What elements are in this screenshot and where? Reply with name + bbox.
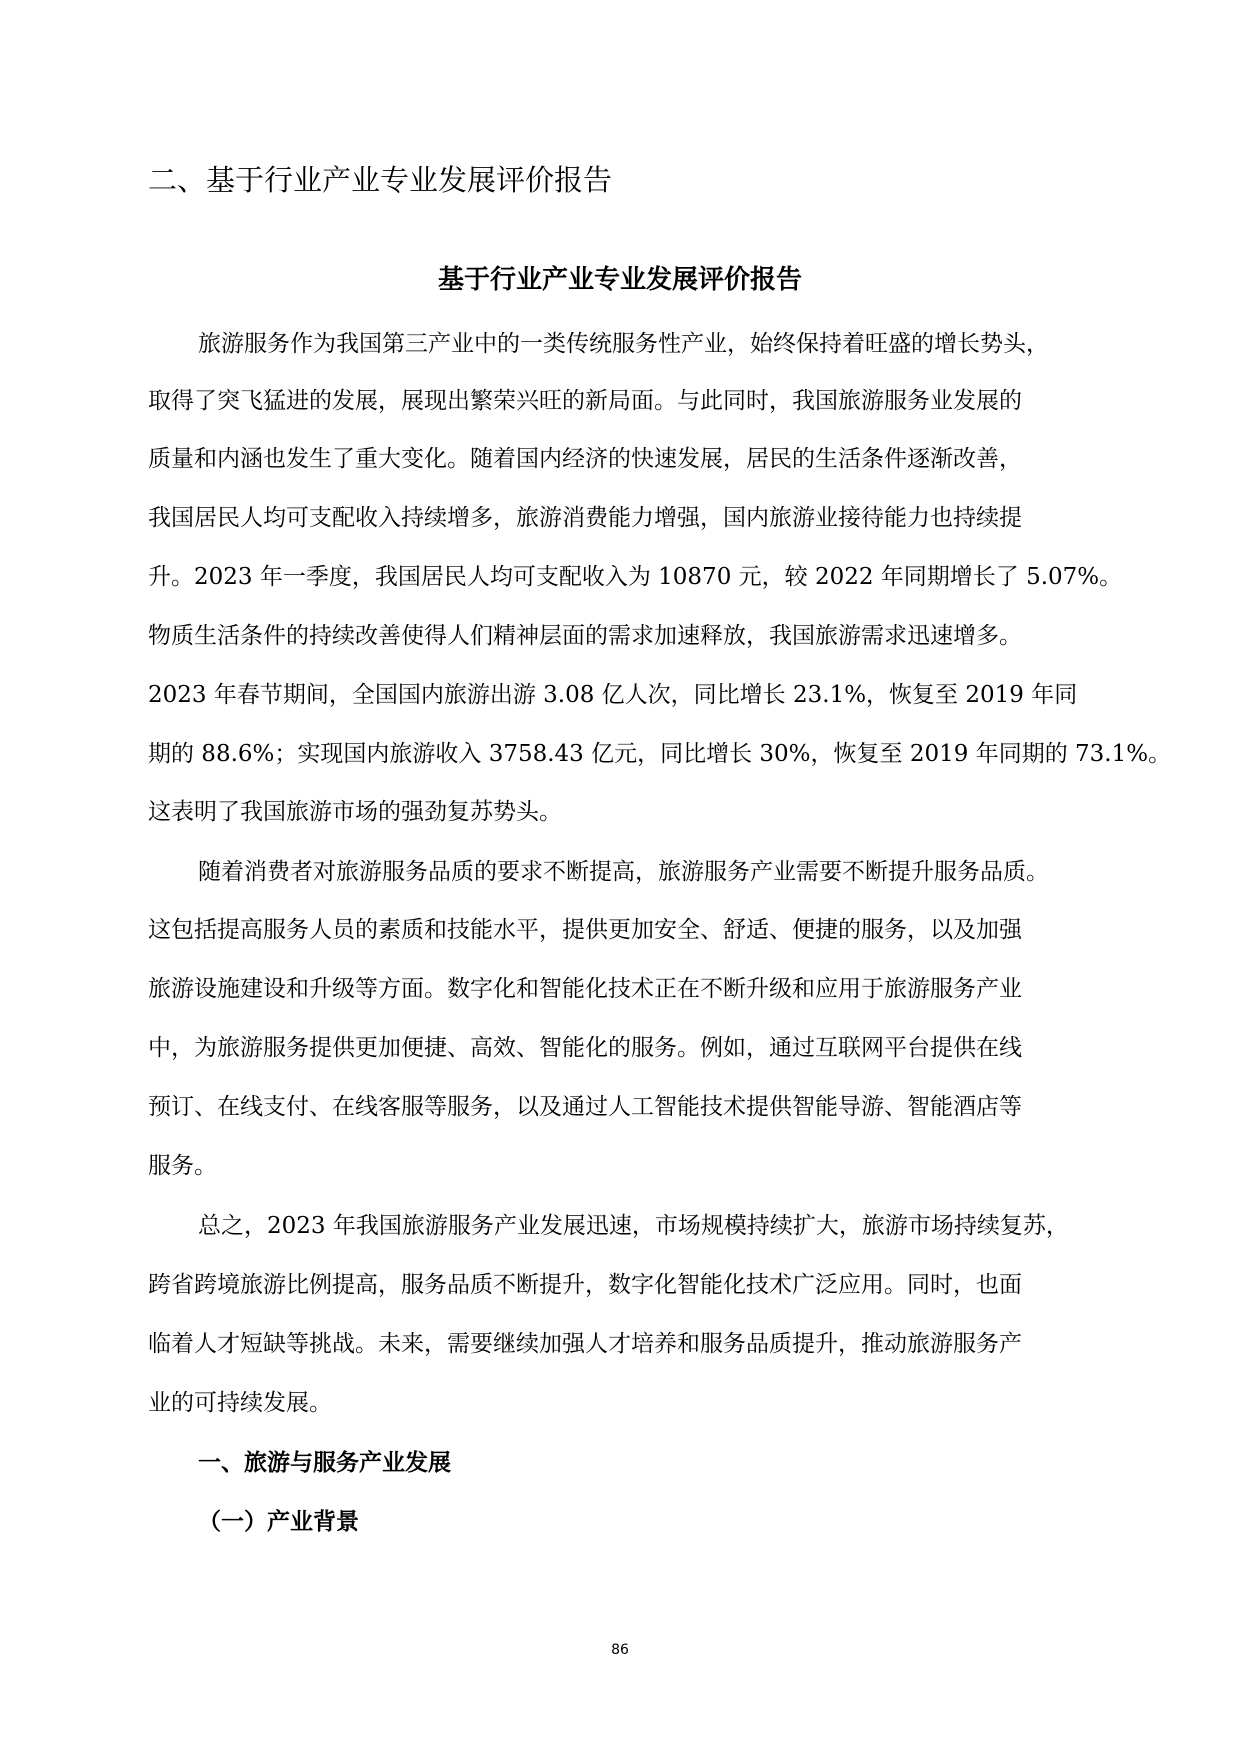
subheading-level-2: （一）产业背景 (198, 1509, 359, 1535)
page-number: 86 (611, 1642, 629, 1658)
paragraph-line: 这包括提高服务人员的素质和技能水平，提供更加安全、舒适、便捷的服务，以及加强 (148, 917, 1022, 943)
paragraph-line: 2023 年春节期间，全国国内旅游出游 3.08 亿人次，同比增长 23.1%，恢复至 2019 年同 (148, 682, 1078, 708)
subheading-level-1: 一、旅游与服务产业发展 (198, 1450, 451, 1476)
paragraph-line: 中，为旅游服务提供更加便捷、高效、智能化的服务。例如，通过互联网平台提供在线 (148, 1035, 1022, 1061)
paragraph-line: 服务。 (148, 1153, 217, 1179)
section-heading: 二、基于行业产业专业发展评价报告 (148, 163, 613, 197)
paragraph-line: 取得了突飞猛进的发展，展现出繁荣兴旺的新局面。与此同时，我国旅游服务业发展的 (148, 388, 1022, 414)
paragraph-line: 旅游服务作为我国第三产业中的一类传统服务性产业，始终保持着旺盛的增长势头， (198, 331, 1049, 357)
paragraph-line: 这表明了我国旅游市场的强劲复苏势头。 (148, 799, 562, 825)
paragraph-line: 我国居民人均可支配收入持续增多，旅游消费能力增强，国内旅游业接待能力也持续提 (148, 505, 1022, 531)
paragraph-line: 升。2023 年一季度，我国居民人均可支配收入为 10870 元，较 2022 年同期增长了 5.07%。 (148, 564, 1123, 590)
paragraph-line: 总之，2023 年我国旅游服务产业发展迅速，市场规模持续扩大，旅游市场持续复苏， (198, 1213, 1069, 1239)
paragraph-line: 随着消费者对旅游服务品质的要求不断提高，旅游服务产业需要不断提升服务品质。 (198, 859, 1049, 885)
paragraph-line: 物质生活条件的持续改善使得人们精神层面的需求加速释放，我国旅游需求迅速增多。 (148, 623, 1022, 649)
paragraph-line: 旅游设施建设和升级等方面。数字化和智能化技术正在不断升级和应用于旅游服务产业 (148, 976, 1022, 1002)
paragraph-line: 临着人才短缺等挑战。未来，需要继续加强人才培养和服务品质提升，推动旅游服务产 (148, 1331, 1022, 1357)
paragraph-line: 业的可持续发展。 (148, 1390, 332, 1416)
paragraph-line: 跨省跨境旅游比例提高，服务品质不断提升，数字化智能化技术广泛应用。同时，也面 (148, 1272, 1022, 1298)
paragraph-line: 预订、在线支付、在线客服等服务，以及通过人工智能技术提供智能导游、智能酒店等 (148, 1094, 1022, 1120)
paragraph-line: 期的 88.6%；实现国内旅游收入 3758.43 亿元，同比增长 30%，恢复至 2019 年同期的 73.1%。 (148, 741, 1172, 767)
paragraph-line: 质量和内涵也发生了重大变化。随着国内经济的快速发展，居民的生活条件逐渐改善， (148, 446, 1022, 472)
report-title: 基于行业产业专业发展评价报告 (437, 265, 802, 295)
